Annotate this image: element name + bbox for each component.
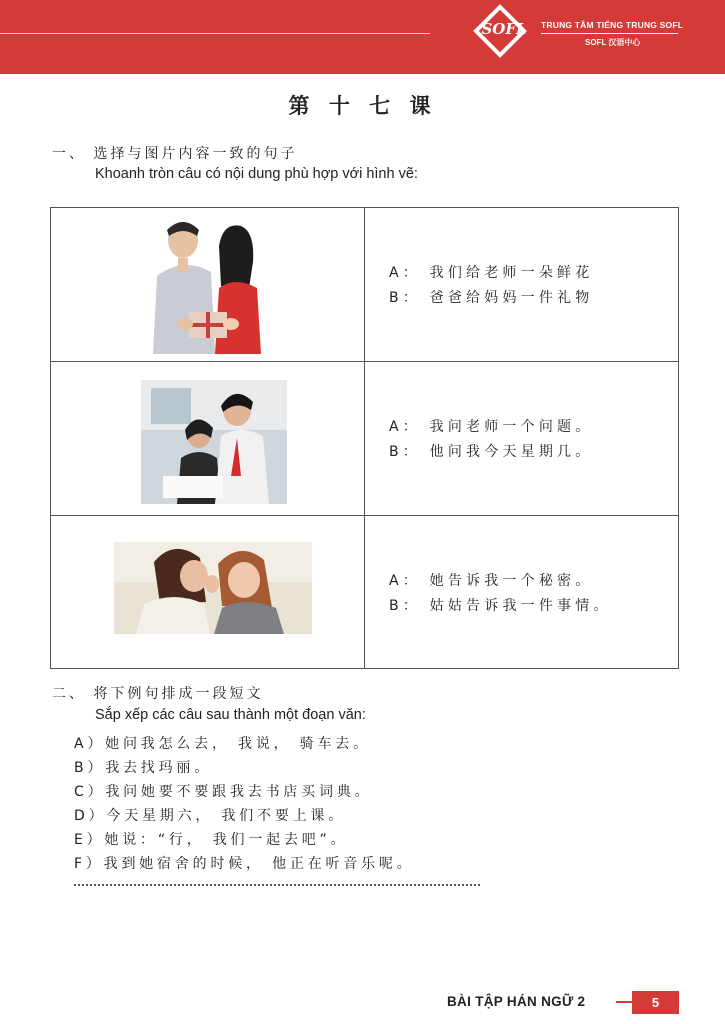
section2-heading: 二、 将下例句排成一段短文 (52, 686, 264, 702)
column-divider (364, 516, 365, 668)
row3-option-a[interactable]: A： 她告诉我一个秘密。 (389, 573, 594, 589)
couple-gift-image (123, 216, 291, 354)
table-row (51, 516, 678, 668)
exercise-table (50, 207, 679, 669)
student-teacher-image (141, 380, 287, 504)
sentence-item: E）她说：“行， 我们一起去吧”。 (74, 832, 349, 848)
section2-subtitle: Sắp xếp các câu sau thành một đoạn văn: (95, 707, 366, 723)
table-row (51, 362, 678, 516)
page-header-bar (0, 0, 725, 74)
table-row (51, 208, 678, 362)
sentence-item: A）她问我怎么去， 我说， 骑车去。 (74, 736, 371, 752)
sofl-logo-text: SOFL (481, 20, 527, 38)
sentence-item: D）今天星期六， 我们不要上课。 (74, 808, 347, 824)
section1-heading: 一、 选择与图片内容一致的句子 (52, 146, 298, 162)
section1-subtitle: Khoanh tròn câu có nội dung phù hợp với hình vẽ: (95, 166, 418, 182)
sentence-item: F）我到她宿舍的时候， 他正在听音乐呢。 (74, 856, 415, 872)
answer-dotted-line[interactable] (74, 884, 480, 886)
row3-option-b[interactable]: B： 姑姑告诉我一件事情。 (389, 598, 612, 614)
row1-option-a[interactable]: A： 我们给老师一朵鲜花 (389, 265, 594, 281)
sentence-item: B）我去找玛丽。 (74, 760, 213, 776)
row2-option-b[interactable]: B： 他问我今天星期几。 (389, 444, 594, 460)
page-number: 5 (632, 991, 679, 1014)
row1-option-b[interactable]: B： 爸爸给妈妈一件礼物 (389, 290, 594, 306)
column-divider (364, 208, 365, 361)
brand-name: TRUNG TÂM TIẾNG TRUNG SOFL (541, 20, 684, 30)
row2-option-a[interactable]: A： 我问老师一个问题。 (389, 419, 594, 435)
column-divider (364, 362, 365, 515)
footer-accent-line (616, 1001, 632, 1003)
lesson-title: 第 十 七 课 (288, 94, 437, 118)
book-title: BÀI TẬP HÁN NGỮ 2 (447, 994, 586, 1009)
brand-divider (541, 33, 678, 34)
sentence-item: C）我问她要不要跟我去书店买词典。 (74, 784, 373, 800)
header-divider-line (0, 33, 430, 34)
brand-chinese-name: SOFL 汉语中心 (585, 38, 641, 47)
women-whisper-image (114, 542, 312, 634)
